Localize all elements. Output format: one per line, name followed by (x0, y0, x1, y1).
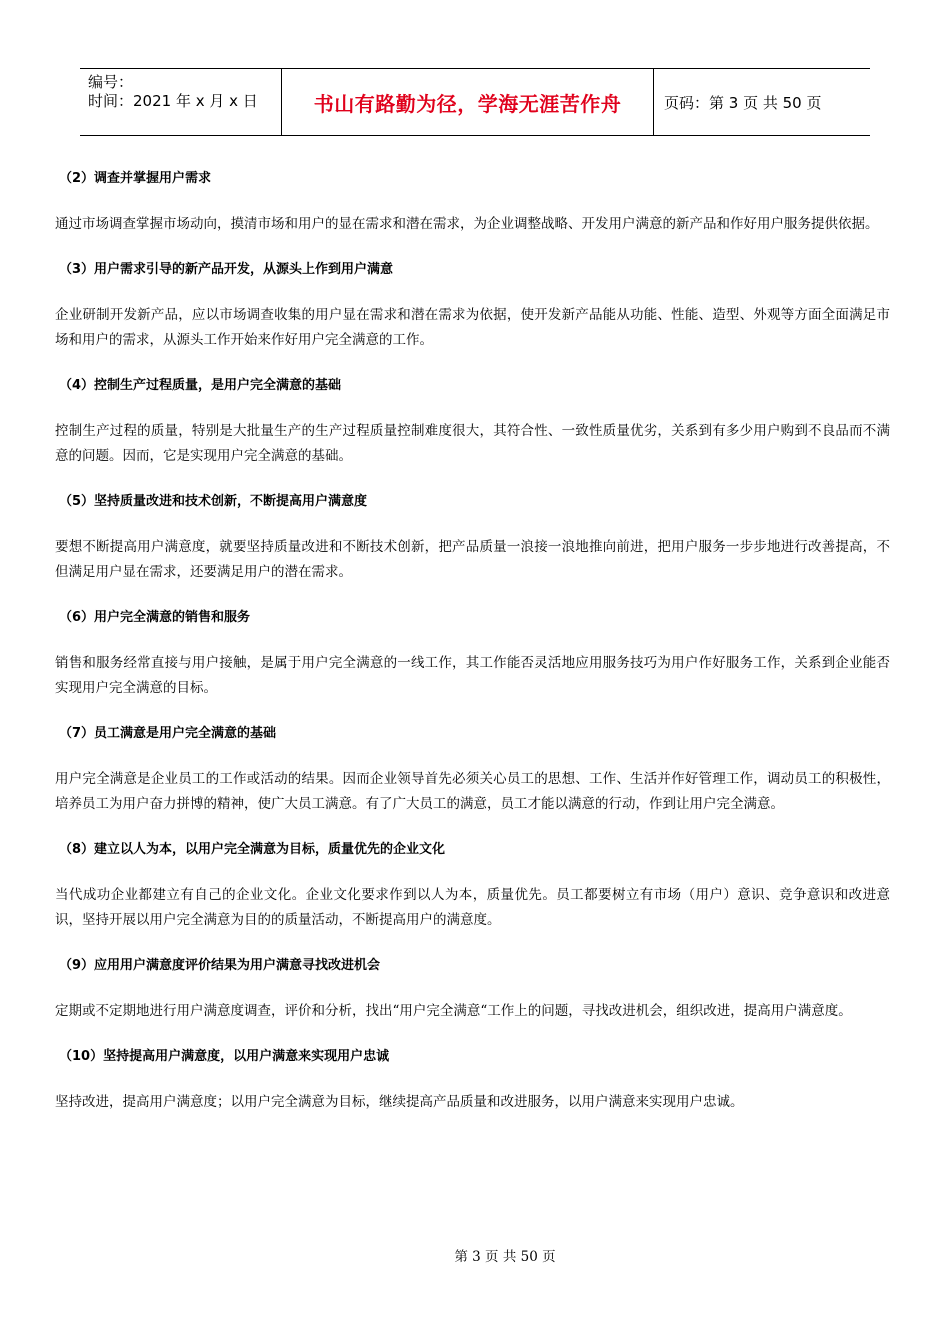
page-info-cell (654, 69, 870, 135)
section-paragraph: 控制生产过程的质量，特别是大批量生产的生产过程质量控制难度很大，其符合性、一致性质量优劣，关系到有多少用户购到不良品而不满意的问题。因而，它是实现用户完全满意的基础。 (55, 423, 890, 464)
footer-page-number: 第 3 页 共 50 页 (454, 1249, 556, 1265)
section-heading: （4）控制生产过程质量，是用户完全满意的基础 (59, 378, 342, 393)
section-heading: （5）坚持质量改进和技术创新，不断提高用户满意度 (59, 494, 368, 509)
motto-cell (281, 69, 654, 135)
section-paragraph: 坚持改进，提高用户满意度；以用户完全满意为目标，继续提高产品质量和改进服务，以用户满意来实现用户忠诚。 (55, 1094, 744, 1110)
section (55, 605, 890, 701)
section-paragraph: 定期或不定期地进行用户满意度调查，评价和分析，找出“用户完全满意“工作上的问题，寻找改进机会，组织改进，提高用户满意度。 (55, 1003, 852, 1019)
motto-text: 书山有路勤为径，学海无涯苦作舟 (313, 91, 622, 116)
section (55, 166, 890, 237)
section (55, 373, 890, 469)
section-heading: （9）应用用户满意度评价结果为用户满意寻找改进机会 (59, 958, 381, 973)
date-label: 时间：2021 年 x 月 x 日 (88, 92, 258, 110)
section (55, 837, 890, 933)
section-paragraph: 销售和服务经常直接与用户接触，是属于用户完全满意的一线工作，其工作能否灵活地应用服务技巧为用户作好服务工作，关系到企业能否实现用户完全满意的目标。 (55, 655, 890, 696)
section (55, 1044, 890, 1115)
document-header (80, 68, 870, 136)
section-paragraph: 当代成功企业都建立有自己的企业文化。企业文化要求作到以人为本，质量优先。员工都要树立有市场（用户）意识、竞争意识和改进意识，坚持开展以用户完全满意为目的的质量活动，不断提高用户的满意度。 (55, 887, 890, 928)
section-heading: （6）用户完全满意的销售和服务 (59, 610, 251, 625)
section-paragraph: 企业研制开发新产品，应以市场调查收集的用户显在需求和潜在需求为依据，使开发新产品能从功能、性能、造型、外观等方面全面满足市场和用户的需求，从源头工作开始来作好用户完全满意的工作。 (55, 307, 890, 348)
document-body (55, 166, 890, 1135)
section-heading: （2）调查并掌握用户需求 (59, 171, 212, 186)
page-info-label: 页码：第 3 页 共 50 页 (664, 93, 822, 112)
header-meta-cell (80, 69, 281, 135)
section-heading: （3）用户需求引导的新产品开发，从源头上作到用户满意 (59, 262, 394, 277)
section-heading: （8）建立以人为本，以用户完全满意为目标，质量优先的企业文化 (59, 842, 446, 857)
section-heading: （10）坚持提高用户满意度，以用户满意来实现用户忠诚 (59, 1049, 390, 1064)
section (55, 721, 890, 817)
section (55, 953, 890, 1024)
section-paragraph: 要想不断提高用户满意度，就要坚持质量改进和不断技术创新，把产品质量一浪接一浪地推向前进，把用户服务一步步地进行改善提高，不但满足用户显在需求，还要满足用户的潜在需求。 (55, 539, 890, 580)
page-footer (0, 1245, 950, 1265)
section-paragraph: 用户完全满意是企业员工的工作或活动的结果。因而企业领导首先必须关心员工的思想、工作、生活并作好管理工作，调动员工的积极性，培养员工为用户奋力拼博的精神，使广大员工满意。有了广大员工的满意，员工才能以满意的行动，作到让用户完全满意。 (55, 771, 890, 812)
section-paragraph: 通过市场调查掌握市场动向，摸清市场和用户的显在需求和潜在需求，为企业调整战略、开发用户满意的新产品和作好用户服务提供依据。 (55, 216, 879, 232)
number-label: 编号： (88, 73, 134, 91)
section (55, 257, 890, 353)
section-heading: （7）员工满意是用户完全满意的基础 (59, 726, 277, 741)
section (55, 489, 890, 585)
